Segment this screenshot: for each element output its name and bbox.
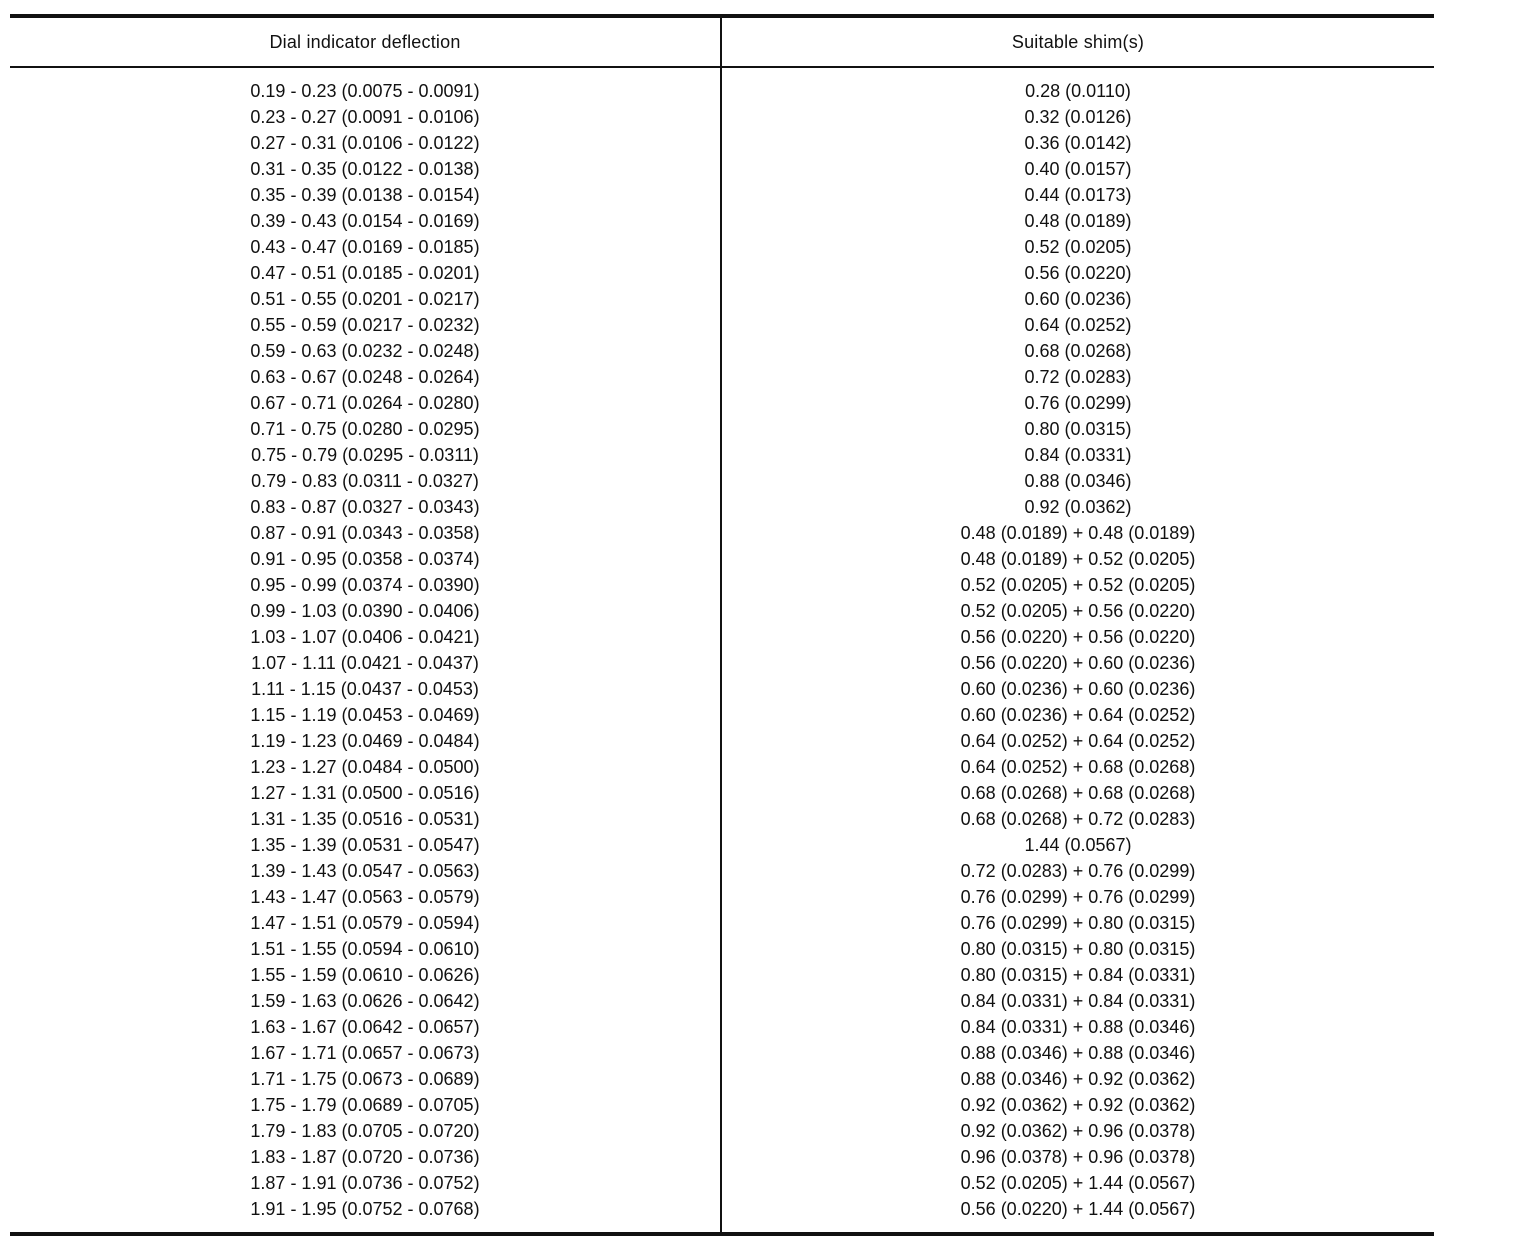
deflection-cell: 1.35 - 1.39 (0.0531 - 0.0547)	[250, 835, 480, 855]
deflection-cell: 0.35 - 0.39 (0.0138 - 0.0154)	[250, 185, 480, 205]
shim-cell: 0.56 (0.0220) + 1.44 (0.0567)	[960, 1199, 1196, 1219]
shim-cell: 0.48 (0.0189) + 0.48 (0.0189)	[960, 523, 1196, 543]
shim-cell: 0.52 (0.0205) + 1.44 (0.0567)	[960, 1173, 1196, 1193]
shim-cell: 0.56 (0.0220) + 0.56 (0.0220)	[960, 627, 1196, 647]
table-header-row	[10, 18, 1434, 68]
shim-cell: 0.56 (0.0220)	[1024, 263, 1132, 283]
header-dial-indicator-deflection: Dial indicator deflection	[10, 18, 722, 66]
shim-cell: 0.88 (0.0346) + 0.88 (0.0346)	[960, 1043, 1196, 1063]
deflection-cell: 0.31 - 0.35 (0.0122 - 0.0138)	[250, 159, 480, 179]
shim-cell: 0.96 (0.0378) + 0.96 (0.0378)	[960, 1147, 1196, 1167]
deflection-cell: 0.51 - 0.55 (0.0201 - 0.0217)	[250, 289, 480, 309]
shim-cell: 1.44 (0.0567)	[1024, 835, 1132, 855]
deflection-cell: 1.47 - 1.51 (0.0579 - 0.0594)	[250, 913, 480, 933]
deflection-cell: 0.27 - 0.31 (0.0106 - 0.0122)	[250, 133, 480, 153]
deflection-cell: 0.91 - 0.95 (0.0358 - 0.0374)	[250, 549, 480, 569]
deflection-cell: 1.03 - 1.07 (0.0406 - 0.0421)	[250, 627, 480, 647]
deflection-cell: 1.71 - 1.75 (0.0673 - 0.0689)	[250, 1069, 480, 1089]
shim-cell: 0.64 (0.0252)	[1024, 315, 1132, 335]
shim-cell: 0.84 (0.0331) + 0.84 (0.0331)	[960, 991, 1196, 1011]
deflection-cell: 1.39 - 1.43 (0.0547 - 0.0563)	[250, 861, 480, 881]
shim-cell: 0.64 (0.0252) + 0.68 (0.0268)	[960, 757, 1196, 777]
deflection-cell: 0.23 - 0.27 (0.0091 - 0.0106)	[250, 107, 480, 127]
shim-cell: 0.92 (0.0362)	[1024, 497, 1132, 517]
deflection-cell: 0.39 - 0.43 (0.0154 - 0.0169)	[250, 211, 480, 231]
shim-cell: 0.48 (0.0189)	[1024, 211, 1132, 231]
deflection-cell: 1.55 - 1.59 (0.0610 - 0.0626)	[250, 965, 480, 985]
shim-cell: 0.68 (0.0268) + 0.72 (0.0283)	[960, 809, 1196, 829]
deflection-cell: 1.63 - 1.67 (0.0642 - 0.0657)	[250, 1017, 480, 1037]
shim-cell: 0.80 (0.0315) + 0.80 (0.0315)	[960, 939, 1196, 959]
shim-cell: 0.68 (0.0268)	[1024, 341, 1132, 361]
deflection-cell: 0.19 - 0.23 (0.0075 - 0.0091)	[250, 81, 480, 101]
shim-cell: 0.84 (0.0331) + 0.88 (0.0346)	[960, 1017, 1196, 1037]
deflection-cell: 0.47 - 0.51 (0.0185 - 0.0201)	[250, 263, 480, 283]
deflection-cell: 1.07 - 1.11 (0.0421 - 0.0437)	[251, 653, 479, 673]
table-body	[10, 68, 1434, 1232]
shim-cell: 0.28 (0.0110)	[1025, 81, 1131, 101]
shim-cell: 0.84 (0.0331)	[1024, 445, 1132, 465]
deflection-cell: 0.43 - 0.47 (0.0169 - 0.0185)	[250, 237, 480, 257]
deflection-cell: 0.59 - 0.63 (0.0232 - 0.0248)	[250, 341, 480, 361]
shim-cell: 0.52 (0.0205) + 0.56 (0.0220)	[960, 601, 1196, 621]
deflection-cell: 0.67 - 0.71 (0.0264 - 0.0280)	[250, 393, 480, 413]
deflection-cell: 0.71 - 0.75 (0.0280 - 0.0295)	[250, 419, 480, 439]
shim-cell: 0.32 (0.0126)	[1024, 107, 1132, 127]
shim-cell: 0.60 (0.0236)	[1024, 289, 1132, 309]
deflection-cell: 1.51 - 1.55 (0.0594 - 0.0610)	[250, 939, 480, 959]
deflection-cell: 1.23 - 1.27 (0.0484 - 0.0500)	[250, 757, 480, 777]
shim-cell: 0.92 (0.0362) + 0.92 (0.0362)	[960, 1095, 1196, 1115]
shim-cell: 0.92 (0.0362) + 0.96 (0.0378)	[960, 1121, 1196, 1141]
deflection-cell: 0.79 - 0.83 (0.0311 - 0.0327)	[251, 471, 479, 491]
shim-selection-table	[10, 14, 1434, 1236]
shim-cell: 0.44 (0.0173)	[1024, 185, 1132, 205]
deflection-cell: 1.27 - 1.31 (0.0500 - 0.0516)	[250, 783, 480, 803]
shim-cell: 0.36 (0.0142)	[1024, 133, 1132, 153]
deflection-cell: 0.87 - 0.91 (0.0343 - 0.0358)	[250, 523, 480, 543]
deflection-cell: 1.43 - 1.47 (0.0563 - 0.0579)	[250, 887, 480, 907]
shim-cell: 0.76 (0.0299) + 0.80 (0.0315)	[960, 913, 1196, 933]
shim-cell: 0.52 (0.0205) + 0.52 (0.0205)	[960, 575, 1196, 595]
deflection-cell: 1.87 - 1.91 (0.0736 - 0.0752)	[250, 1173, 480, 1193]
deflection-cell: 0.99 - 1.03 (0.0390 - 0.0406)	[250, 601, 480, 621]
header-suitable-shims: Suitable shim(s)	[1011, 31, 1145, 52]
deflection-cell: 1.11 - 1.15 (0.0437 - 0.0453)	[251, 679, 479, 699]
deflection-cell: 0.83 - 0.87 (0.0327 - 0.0343)	[250, 497, 480, 517]
deflection-cell: 1.59 - 1.63 (0.0626 - 0.0642)	[250, 991, 480, 1011]
deflection-cell: 1.91 - 1.95 (0.0752 - 0.0768)	[250, 1199, 480, 1219]
shim-cell: 0.88 (0.0346) + 0.92 (0.0362)	[960, 1069, 1196, 1089]
shim-cell: 0.76 (0.0299)	[1024, 393, 1132, 413]
shim-cell: 0.72 (0.0283)	[1024, 367, 1132, 387]
deflection-cell: 1.67 - 1.71 (0.0657 - 0.0673)	[250, 1043, 480, 1063]
deflection-cell: 0.63 - 0.67 (0.0248 - 0.0264)	[250, 367, 480, 387]
shim-cell: 0.56 (0.0220) + 0.60 (0.0236)	[960, 653, 1196, 673]
shim-cell: 0.80 (0.0315)	[1024, 419, 1132, 439]
deflection-cell: 0.55 - 0.59 (0.0217 - 0.0232)	[250, 315, 480, 335]
shim-cell: 0.60 (0.0236) + 0.60 (0.0236)	[960, 679, 1196, 699]
shim-cell: 0.80 (0.0315) + 0.84 (0.0331)	[960, 965, 1196, 985]
shim-column	[722, 78, 1434, 1222]
table-bottom-rule	[10, 1232, 1434, 1236]
shim-cell: 0.88 (0.0346)	[1024, 471, 1132, 491]
deflection-cell: 1.19 - 1.23 (0.0469 - 0.0484)	[250, 731, 480, 751]
shim-cell: 0.76 (0.0299) + 0.76 (0.0299)	[960, 887, 1196, 907]
shim-cell: 0.60 (0.0236) + 0.64 (0.0252)	[960, 705, 1196, 725]
shim-cell: 0.68 (0.0268) + 0.68 (0.0268)	[960, 783, 1196, 803]
shim-cell: 0.64 (0.0252) + 0.64 (0.0252)	[960, 731, 1196, 751]
shim-cell: 0.72 (0.0283) + 0.76 (0.0299)	[960, 861, 1196, 881]
shim-cell: 0.48 (0.0189) + 0.52 (0.0205)	[960, 549, 1196, 569]
deflection-cell: 1.15 - 1.19 (0.0453 - 0.0469)	[250, 705, 480, 725]
deflection-cell: 1.79 - 1.83 (0.0705 - 0.0720)	[250, 1121, 480, 1141]
shim-cell: 0.40 (0.0157)	[1024, 159, 1132, 179]
deflection-cell: 0.75 - 0.79 (0.0295 - 0.0311)	[251, 445, 479, 465]
deflection-cell: 1.31 - 1.35 (0.0516 - 0.0531)	[250, 809, 480, 829]
deflection-column	[10, 68, 722, 1232]
shim-cell: 0.52 (0.0205)	[1024, 237, 1132, 257]
deflection-cell: 1.75 - 1.79 (0.0689 - 0.0705)	[250, 1095, 480, 1115]
deflection-cell: 0.95 - 0.99 (0.0374 - 0.0390)	[250, 575, 480, 595]
deflection-cell: 1.83 - 1.87 (0.0720 - 0.0736)	[250, 1147, 480, 1167]
